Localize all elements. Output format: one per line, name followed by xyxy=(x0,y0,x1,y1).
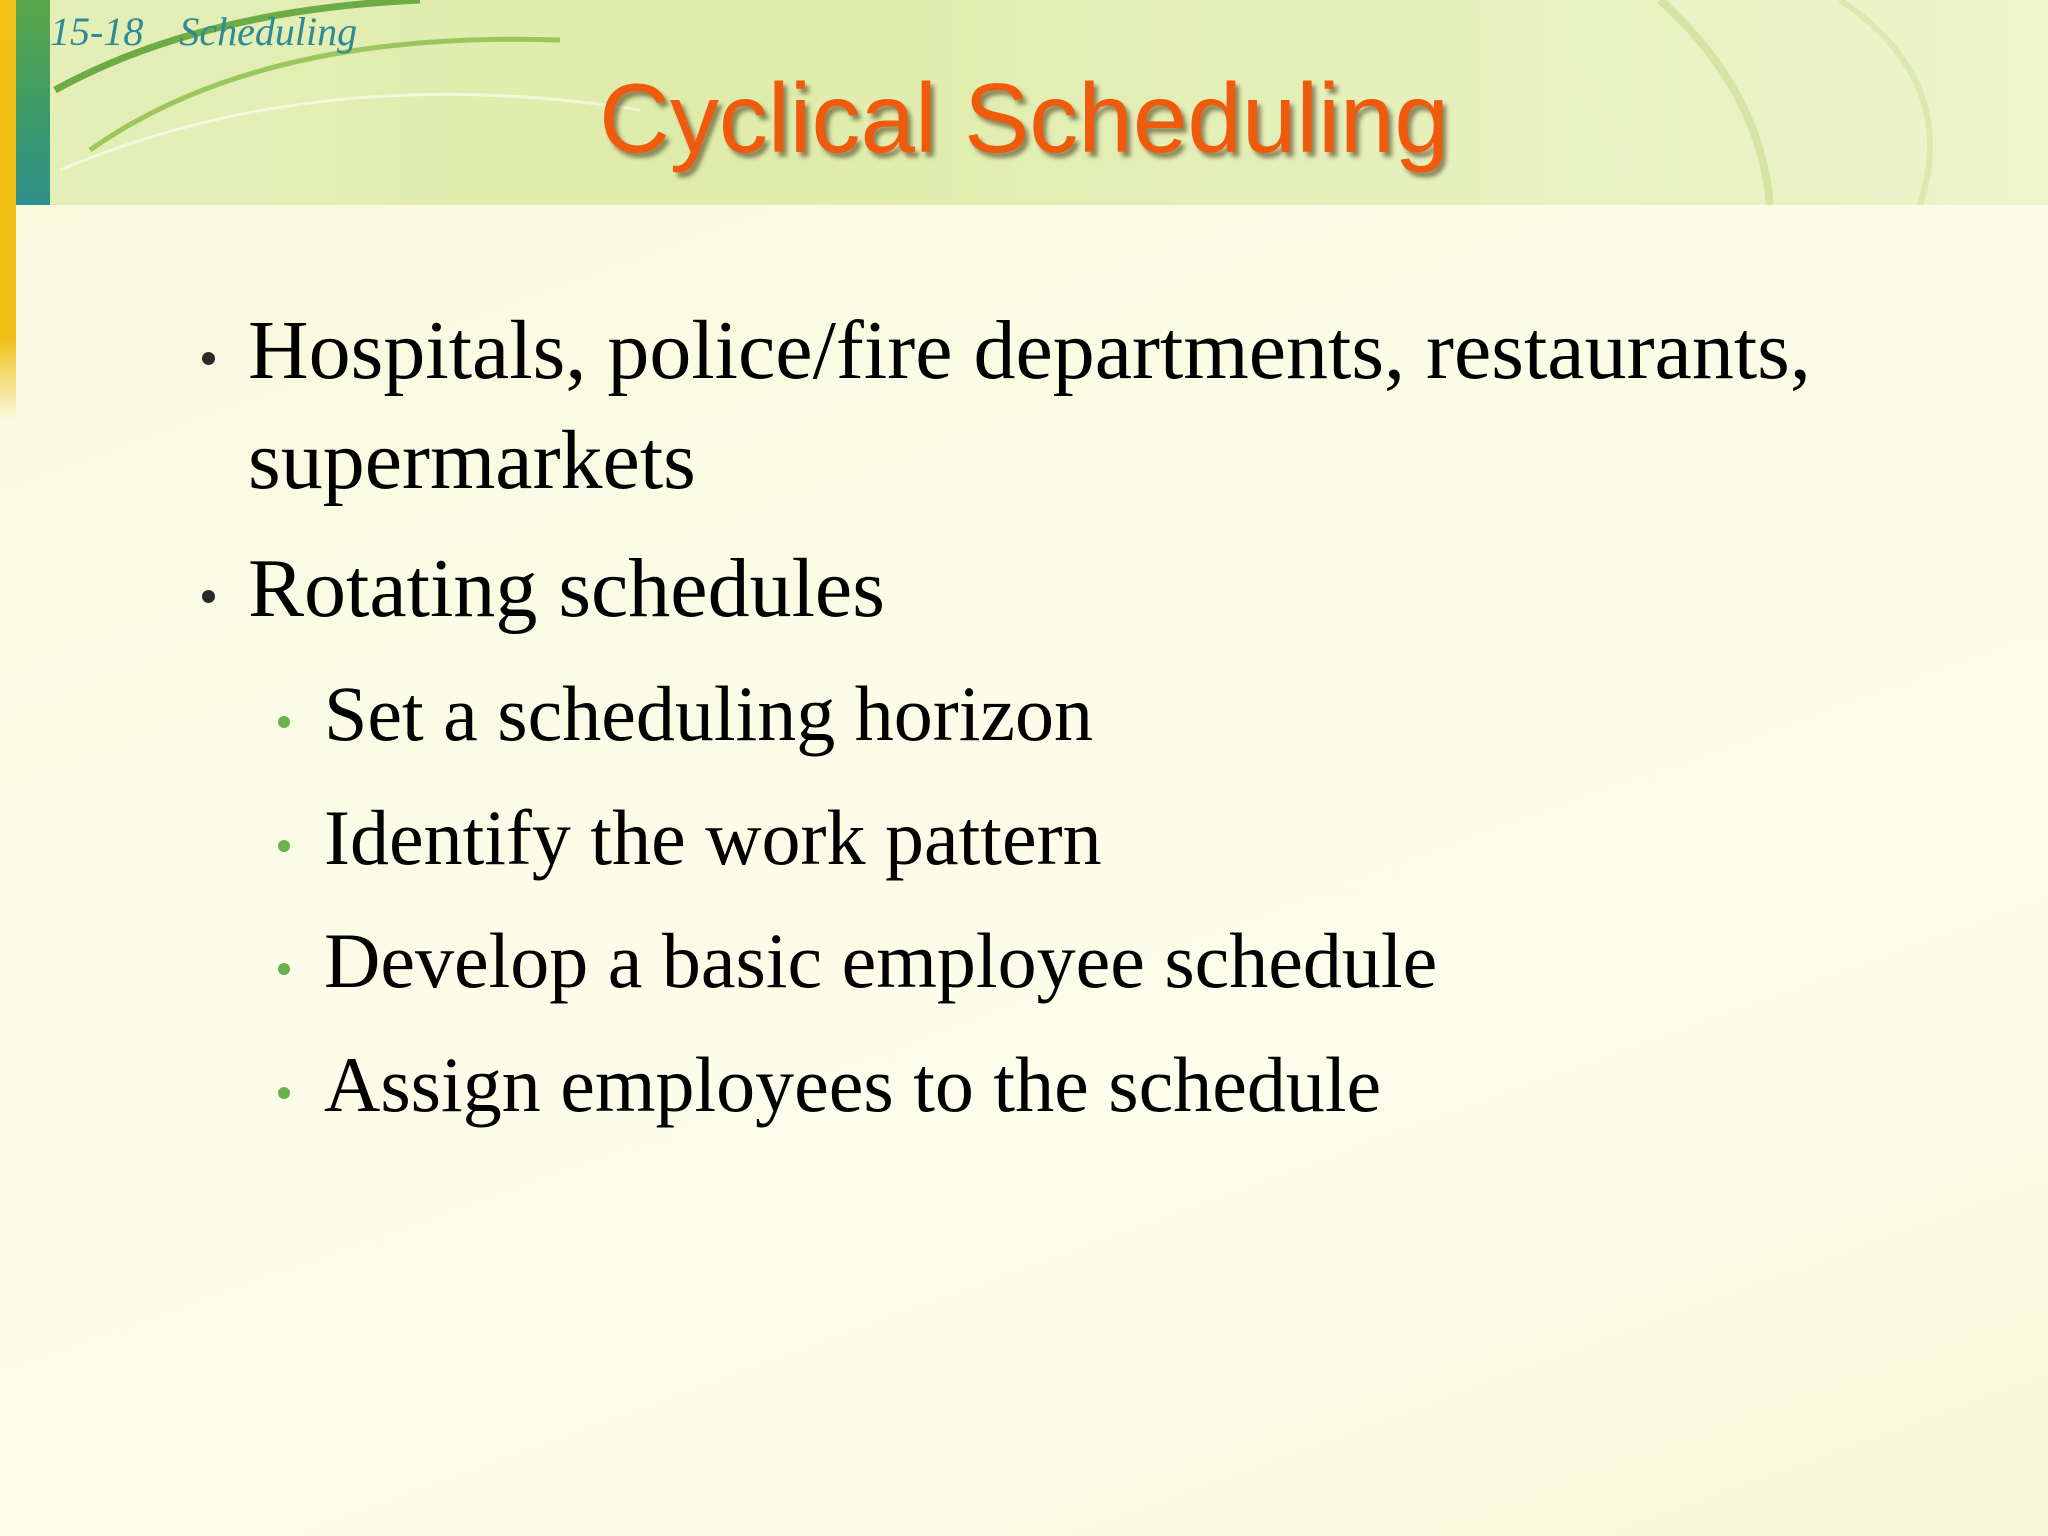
sub-bullet-dot xyxy=(278,716,290,728)
slide-title: Cyclical Scheduling xyxy=(599,63,1449,173)
slide-title-container xyxy=(0,62,2048,175)
section-name: Scheduling xyxy=(179,9,358,54)
sub-bullet-item xyxy=(324,664,1093,764)
bullet-item xyxy=(248,534,885,644)
sub-bullet-item xyxy=(324,1035,1381,1135)
sub-bullet-dot xyxy=(278,1087,290,1099)
slide-reference xyxy=(50,8,357,55)
sub-bullet-dot xyxy=(278,963,290,975)
bullet-item-continuation xyxy=(248,406,696,516)
sub-bullet-item xyxy=(324,911,1437,1011)
sub-bullet-text: Assign employees to the schedule xyxy=(324,1041,1382,1128)
sub-bullet-dot xyxy=(278,840,290,852)
sub-bullet-text: Set a scheduling horizon xyxy=(324,670,1093,757)
bullet-text: supermarkets xyxy=(248,414,696,507)
bullet-text: Rotating schedules xyxy=(248,542,885,635)
sub-bullet-text: Develop a basic employee schedule xyxy=(324,917,1438,1004)
sub-bullet-text: Identify the work pattern xyxy=(324,794,1102,881)
bullet-dot xyxy=(202,590,215,603)
sub-bullet-item xyxy=(324,788,1102,888)
slide-number: 15-18 xyxy=(50,9,144,54)
bullet-text: Hospitals, police/fire departments, restaurants, xyxy=(248,304,1811,397)
bullet-dot xyxy=(202,352,215,365)
bullet-item xyxy=(248,296,1811,406)
